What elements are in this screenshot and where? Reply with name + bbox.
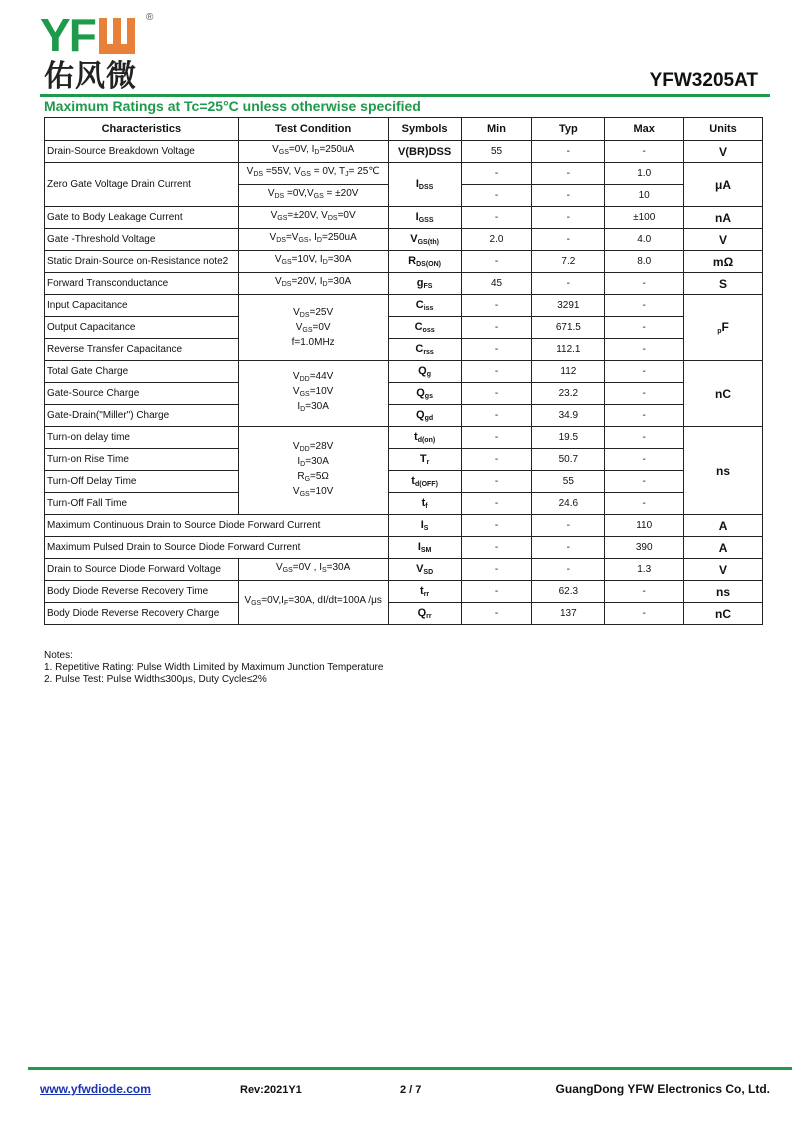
logo-w-mark-icon bbox=[99, 18, 135, 54]
characteristic: Turn-Off Delay Time bbox=[45, 471, 239, 493]
typ-value: 23.2 bbox=[532, 383, 605, 405]
characteristic: Drain-Source Breakdown Voltage bbox=[45, 141, 239, 163]
table-row bbox=[45, 229, 763, 251]
typ-value: - bbox=[532, 163, 605, 185]
characteristic: Output Capacitance bbox=[45, 317, 239, 339]
symbol: $C_{oss}$ bbox=[388, 317, 461, 339]
header-units: Units bbox=[684, 118, 763, 141]
company-logo bbox=[40, 8, 170, 98]
characteristic: Zero Gate Voltage Drain Current bbox=[45, 163, 239, 207]
max-value: - bbox=[605, 295, 684, 317]
min-value: - bbox=[461, 493, 532, 515]
table-row bbox=[45, 603, 763, 625]
symbol: $t_f$ bbox=[388, 493, 461, 515]
ratings-table bbox=[44, 117, 763, 625]
characteristic: Body Diode Reverse Recovery Charge bbox=[45, 603, 239, 625]
min-value: - bbox=[461, 163, 532, 185]
typ-value: - bbox=[532, 559, 605, 581]
typ-value: - bbox=[532, 185, 605, 207]
unit: A bbox=[684, 537, 763, 559]
test-condition: $V_{GS}=\pm 20V$, $V_{DS}=0V$ bbox=[238, 207, 388, 229]
company-name: GuangDong YFW Electronics Co, Ltd. bbox=[555, 1082, 770, 1096]
characteristic: Gate to Body Leakage Current bbox=[45, 207, 239, 229]
logo-letter-f: F bbox=[68, 9, 95, 61]
test-condition: $V_{GS}=0V,I_F=30A$, dI/dt=100A /μs bbox=[238, 581, 388, 625]
typ-value: - bbox=[532, 141, 605, 163]
note-item: 2. Pulse Test: Pulse Width≤300μs, Duty Cycle≤2% bbox=[44, 674, 267, 685]
table-row bbox=[45, 295, 763, 317]
min-value: - bbox=[461, 339, 532, 361]
characteristic: Forward Transconductance bbox=[45, 273, 239, 295]
test-condition: $V_{DS}=V_{GS}$, $I_D=250uA$ bbox=[238, 229, 388, 251]
typ-value: 55 bbox=[532, 471, 605, 493]
unit: nA bbox=[684, 207, 763, 229]
min-value: - bbox=[461, 361, 532, 383]
symbol: $V_{SD}$ bbox=[388, 559, 461, 581]
characteristic: Turn-on delay time bbox=[45, 427, 239, 449]
notes-title: Notes: bbox=[44, 650, 73, 661]
characteristic: Maximum Pulsed Drain to Source Diode Forward Current bbox=[45, 537, 389, 559]
logo-letters bbox=[40, 8, 135, 61]
table-header-row bbox=[45, 118, 763, 141]
header-test-condition: Test Condition bbox=[238, 118, 388, 141]
footer-divider bbox=[28, 1067, 792, 1070]
symbol: $t_{d(OFF)}$ bbox=[388, 471, 461, 493]
table-row bbox=[45, 515, 763, 537]
test-condition: $V_{GS}=0V$, $I_D=250uA$ bbox=[238, 141, 388, 163]
unit: ns bbox=[684, 581, 763, 603]
typ-value: 112.1 bbox=[532, 339, 605, 361]
typ-value: - bbox=[532, 207, 605, 229]
part-number: YFW3205AT bbox=[649, 70, 758, 91]
unit: $_p$F bbox=[684, 295, 763, 361]
characteristic: Drain to Source Diode Forward Voltage bbox=[45, 559, 239, 581]
typ-value: 19.5 bbox=[532, 427, 605, 449]
unit: V bbox=[684, 559, 763, 581]
test-condition: $V_{DS}=20V$, $I_D=30A$ bbox=[238, 273, 388, 295]
unit: nC bbox=[684, 603, 763, 625]
max-value: - bbox=[605, 361, 684, 383]
characteristic: Gate-Drain("Miller") Charge bbox=[45, 405, 239, 427]
header-characteristics: Characteristics bbox=[45, 118, 239, 141]
typ-value: 112 bbox=[532, 361, 605, 383]
max-value: ±100 bbox=[605, 207, 684, 229]
table-row bbox=[45, 361, 763, 383]
test-condition: $V_{GS}=10V$, $I_D=30A$ bbox=[238, 251, 388, 273]
typ-value: - bbox=[532, 229, 605, 251]
typ-value: - bbox=[532, 273, 605, 295]
table-row bbox=[45, 537, 763, 559]
test-condition: $V_{DS} =55V$, $V_{GS} = 0V$, $T_J=$ 25℃ bbox=[238, 163, 388, 185]
min-value: - bbox=[461, 471, 532, 493]
symbol: $Q_g$ bbox=[388, 361, 461, 383]
min-value: - bbox=[461, 603, 532, 625]
test-condition: $V_{DS}=25V$ $V_{GS}=0V$ f=1.0MHz bbox=[238, 295, 388, 361]
unit: ns bbox=[684, 427, 763, 515]
max-value: - bbox=[605, 141, 684, 163]
symbol: $C_{iss}$ bbox=[388, 295, 461, 317]
table-row bbox=[45, 251, 763, 273]
typ-value: 62.3 bbox=[532, 581, 605, 603]
table-row bbox=[45, 339, 763, 361]
min-value: - bbox=[461, 185, 532, 207]
min-value: - bbox=[461, 251, 532, 273]
max-value: 1.3 bbox=[605, 559, 684, 581]
max-value: 390 bbox=[605, 537, 684, 559]
test-condition: $V_{DD}=28V$ $I_D=30A$ $R_G=5\Omega$ $V_{GS}=10V$ bbox=[238, 427, 388, 515]
max-value: - bbox=[605, 317, 684, 339]
unit: nC bbox=[684, 361, 763, 427]
typ-value: - bbox=[532, 515, 605, 537]
min-value: - bbox=[461, 581, 532, 603]
table-row bbox=[45, 405, 763, 427]
test-condition: $V_{DS} =0V,V_{GS} = \pm 20V$ bbox=[238, 185, 388, 207]
table-row bbox=[45, 317, 763, 339]
characteristic: Total Gate Charge bbox=[45, 361, 239, 383]
section-title: Maximum Ratings at Tc=25°C unless otherwise specified bbox=[44, 98, 421, 114]
max-value: - bbox=[605, 471, 684, 493]
table-row bbox=[45, 471, 763, 493]
characteristic: Input Capacitance bbox=[45, 295, 239, 317]
min-value: - bbox=[461, 383, 532, 405]
table-row bbox=[45, 427, 763, 449]
unit: V bbox=[684, 141, 763, 163]
table-row bbox=[45, 273, 763, 295]
table-row bbox=[45, 383, 763, 405]
symbol: $Q_{rr}$ bbox=[388, 603, 461, 625]
max-value: - bbox=[605, 581, 684, 603]
unit: V bbox=[684, 229, 763, 251]
min-value: - bbox=[461, 427, 532, 449]
symbol: $T_r$ bbox=[388, 449, 461, 471]
website-link[interactable]: www.yfwdiode.com bbox=[40, 1082, 151, 1096]
characteristic: Gate -Threshold Voltage bbox=[45, 229, 239, 251]
symbol: V(BR)DSS bbox=[388, 141, 461, 163]
max-value: - bbox=[605, 427, 684, 449]
symbol: $Q_{gs}$ bbox=[388, 383, 461, 405]
unit: mΩ bbox=[684, 251, 763, 273]
symbol: $I_S$ bbox=[388, 515, 461, 537]
notes-section bbox=[44, 650, 383, 686]
symbol: $I_{DSS}$ bbox=[388, 163, 461, 207]
unit: A bbox=[684, 515, 763, 537]
max-value: 10 bbox=[605, 185, 684, 207]
unit: S bbox=[684, 273, 763, 295]
characteristic: Static Drain-Source on-Resistance note2 bbox=[45, 251, 239, 273]
characteristic: Body Diode Reverse Recovery Time bbox=[45, 581, 239, 603]
table-row bbox=[45, 207, 763, 229]
header-min: Min bbox=[461, 118, 532, 141]
test-condition: $V_{GS}=0V$ , $I_S=30A$ bbox=[238, 559, 388, 581]
logo-chinese-name: 佑风微 bbox=[44, 59, 137, 94]
max-value: 4.0 bbox=[605, 229, 684, 251]
table-row bbox=[45, 493, 763, 515]
header-max: Max bbox=[605, 118, 684, 141]
max-value: - bbox=[605, 383, 684, 405]
header-divider bbox=[40, 94, 770, 97]
min-value: - bbox=[461, 537, 532, 559]
min-value: 2.0 bbox=[461, 229, 532, 251]
max-value: - bbox=[605, 603, 684, 625]
min-value: - bbox=[461, 207, 532, 229]
max-value: 1.0 bbox=[605, 163, 684, 185]
symbol: $C_{rss}$ bbox=[388, 339, 461, 361]
typ-value: 137 bbox=[532, 603, 605, 625]
page-number: 2 / 7 bbox=[400, 1084, 422, 1096]
table-row bbox=[45, 559, 763, 581]
typ-value: 7.2 bbox=[532, 251, 605, 273]
table-row bbox=[45, 449, 763, 471]
typ-value: - bbox=[532, 537, 605, 559]
min-value: 45 bbox=[461, 273, 532, 295]
symbol: $t_{d(on)}$ bbox=[388, 427, 461, 449]
min-value: 55 bbox=[461, 141, 532, 163]
min-value: - bbox=[461, 295, 532, 317]
characteristic: Reverse Transfer Capacitance bbox=[45, 339, 239, 361]
table-row bbox=[45, 163, 763, 185]
min-value: - bbox=[461, 559, 532, 581]
characteristic: Turn-on Rise Time bbox=[45, 449, 239, 471]
max-value: - bbox=[605, 493, 684, 515]
min-value: - bbox=[461, 515, 532, 537]
max-value: - bbox=[605, 273, 684, 295]
min-value: - bbox=[461, 405, 532, 427]
max-value: 8.0 bbox=[605, 251, 684, 273]
revision-label: Rev:2021Y1 bbox=[240, 1084, 302, 1096]
header-symbols: Symbols bbox=[388, 118, 461, 141]
typ-value: 671.5 bbox=[532, 317, 605, 339]
characteristic: Maximum Continuous Drain to Source Diode Forward Current bbox=[45, 515, 389, 537]
table-row bbox=[45, 141, 763, 163]
symbol: $I_{SM}$ bbox=[388, 537, 461, 559]
typ-value: 3291 bbox=[532, 295, 605, 317]
header-typ: Typ bbox=[532, 118, 605, 141]
characteristic: Gate-Source Charge bbox=[45, 383, 239, 405]
logo-letter-y: Y bbox=[40, 9, 69, 61]
test-condition: $V_{DD}=44V$ $V_{GS}=10V$ $I_D=30A$ bbox=[238, 361, 388, 427]
typ-value: 24.6 bbox=[532, 493, 605, 515]
unit: μA bbox=[684, 163, 763, 207]
symbol: $Q_{gd}$ bbox=[388, 405, 461, 427]
symbol: $R_{DS(ON)}$ bbox=[388, 251, 461, 273]
min-value: - bbox=[461, 317, 532, 339]
max-value: - bbox=[605, 339, 684, 361]
characteristic: Turn-Off Fall Time bbox=[45, 493, 239, 515]
max-value: - bbox=[605, 449, 684, 471]
typ-value: 50.7 bbox=[532, 449, 605, 471]
registered-mark: ® bbox=[146, 12, 154, 23]
note-item: 1. Repetitive Rating: Pulse Width Limited by Maximum Junction Temperature bbox=[44, 662, 384, 673]
typ-value: 34.9 bbox=[532, 405, 605, 427]
max-value: 110 bbox=[605, 515, 684, 537]
symbol: $g_{FS}$ bbox=[388, 273, 461, 295]
symbol: $V_{GS(th)}$ bbox=[388, 229, 461, 251]
table-row bbox=[45, 581, 763, 603]
symbol: $t_{rr}$ bbox=[388, 581, 461, 603]
min-value: - bbox=[461, 449, 532, 471]
max-value: - bbox=[605, 405, 684, 427]
symbol: $I_{GSS}$ bbox=[388, 207, 461, 229]
